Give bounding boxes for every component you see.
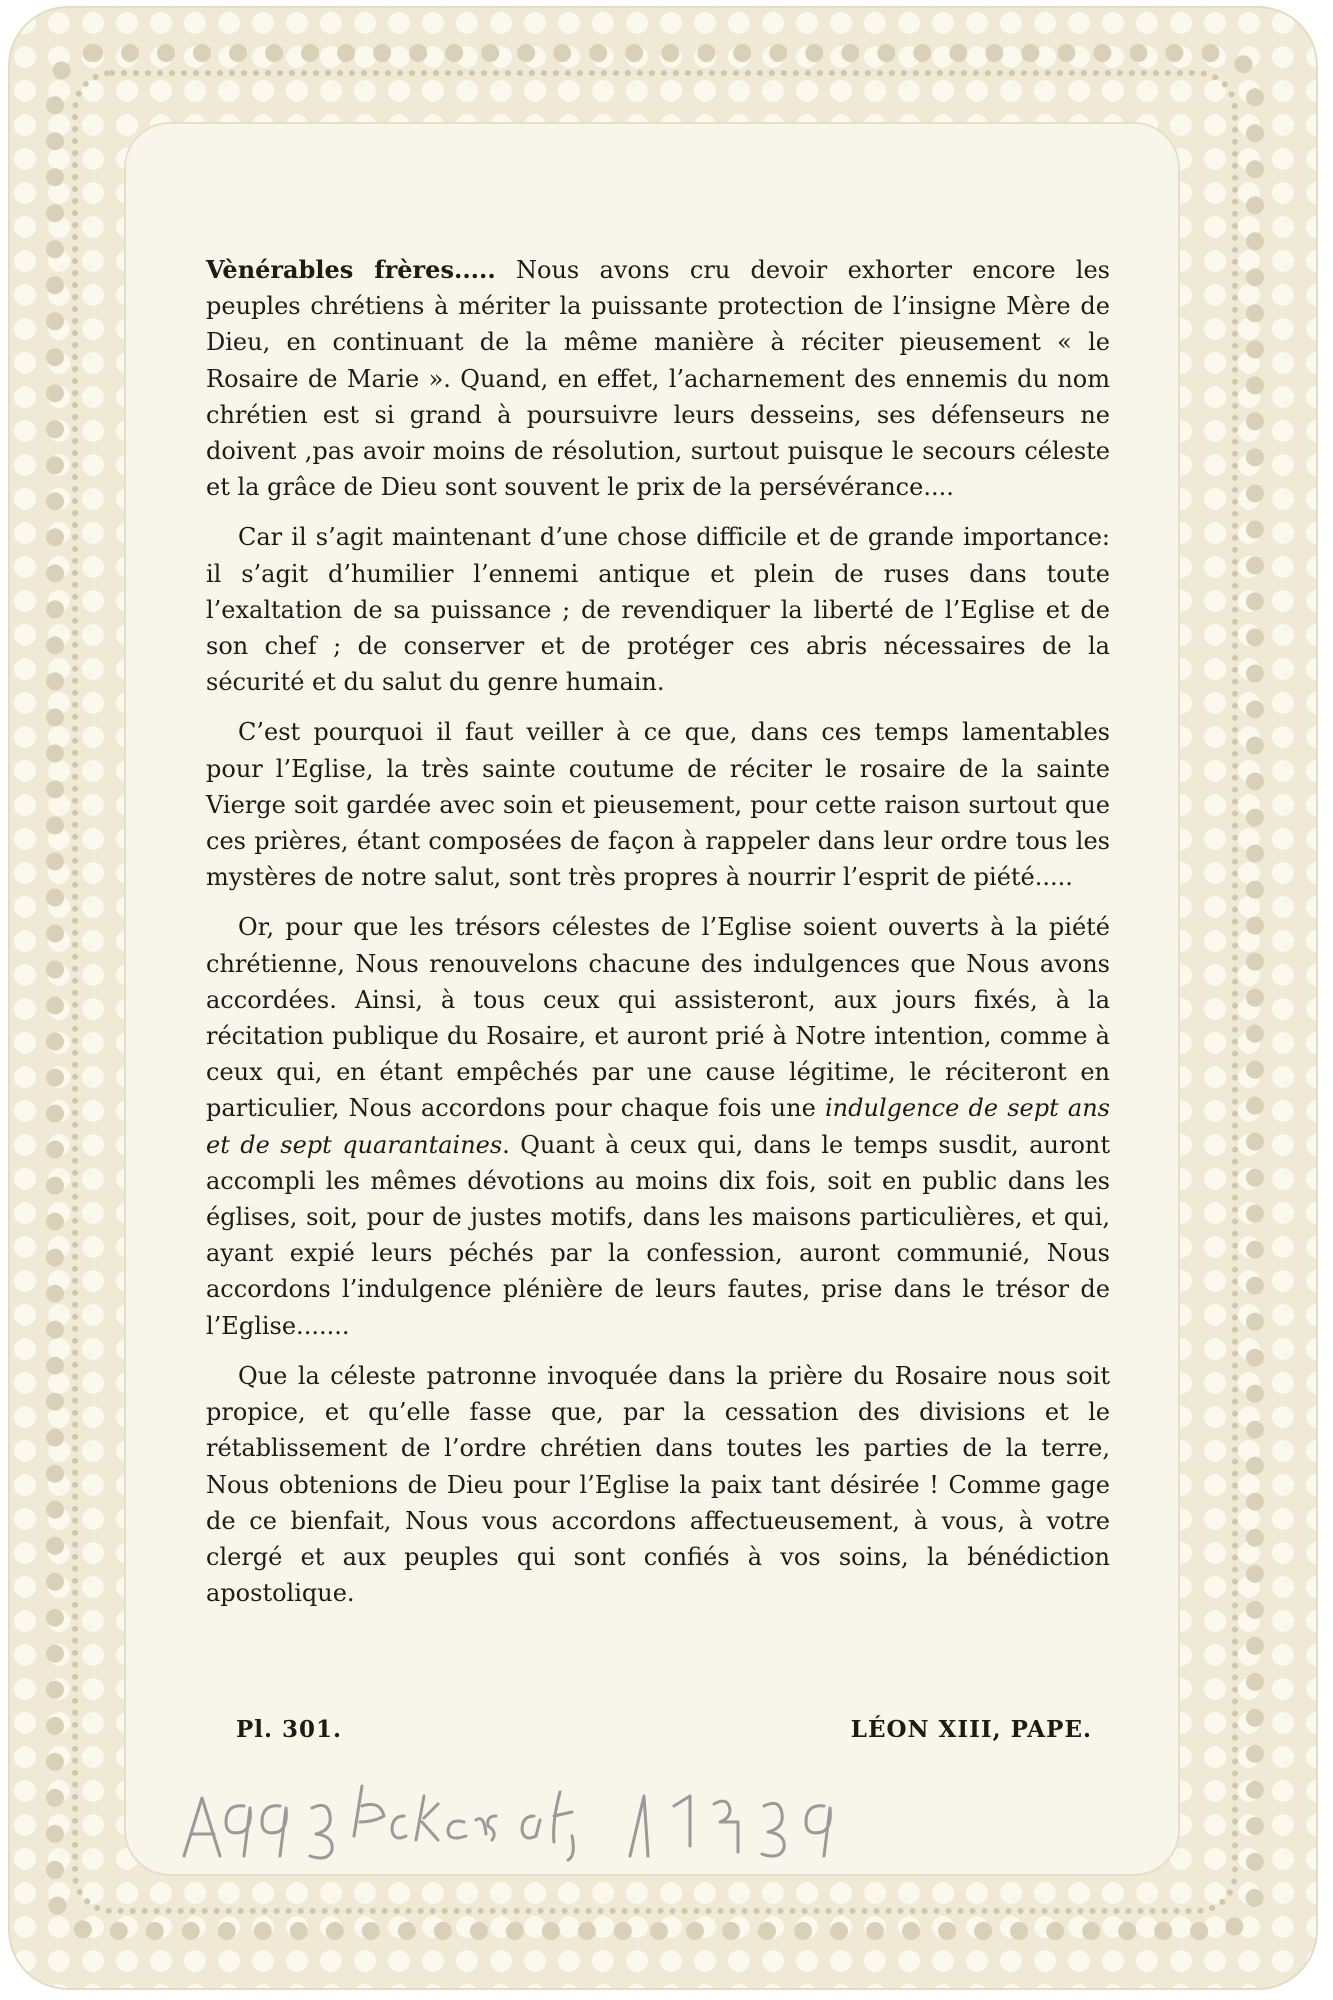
paragraph-3: C’est pourquoi il faut veiller à ce que, dans ces temps lamentables pour l’Eglise, la très sainte coutume de réciter le rosaire de la sainte Vierge soit gardée avec soin et pieusement, pour cette raison surtout que ces prières, étant composées de façon à rappeler dans leur ordre tous les mystères de notre salut, sont très propres à nourrir l’esprit de piété.....: [206, 718, 1110, 892]
encyclical-text: [206, 252, 1110, 1625]
signature: LÉON XIII, PAPE.: [850, 1716, 1092, 1743]
paragraph-4-text-before: Or, pour que les trésors célestes de l’Eglise soient ouverts à la piété chrétienne, Nous renouvelons chacune des indulgences que Nous avons accordées. Ainsi, à tous ceux qui assisteront, aux jours fixés, à la récitation publique du Rosaire, et auront prié à Notre intention, comme à ceux qui, en étant empêchés par une cause légitime, le réciteront en particulier, Nous accordons pour chaque fois une: [206, 913, 1110, 1123]
indulgence-term: indulgence de sept ans et de sept quarantaines: [206, 1094, 1110, 1159]
plate-number: Pl. 301.: [236, 1716, 343, 1743]
handwritten-pencil-note: [174, 1776, 994, 1866]
paragraph-4: [206, 909, 1110, 1343]
paragraph-2: Car il s’agit maintenant d’une chose difficile et de grande importance: il s’agit d’humilier l’ennemi antique et plein de ruses dans toute l’exaltation de sa puissance ; de revendiquer la liberté de l’Eglise et de son chef ; de conserver et de protéger ces abris nécessaires de la sécurité et du salut du genre humain.: [206, 523, 1110, 697]
salutation: Vènérables frères.....: [206, 255, 496, 284]
paragraph-4-text-after: . Quant à ceux qui, dans le temps susdit, auront accompli les mêmes dévotions au moins dix fois, soit en public dans les églises, soit, pour de justes motifs, dans les maisons particulières, et qui, ayant expié leurs péchés par la confession, auront communié, Nous accordons l’indulgence plénière de leurs fautes, prise dans le trésor de l’Eglise.......: [206, 1130, 1110, 1340]
holy-card-panel: [126, 124, 1178, 1874]
paragraph-1: [206, 252, 1110, 505]
paragraph-1-text: Nous avons cru devoir exhorter encore les peuples chrétiens à mériter la puissante protection de l’insigne Mère de Dieu, en continuant de la même manière à réciter pieusement « le Rosaire de Marie ». Quand, en effet, l’acharnement des ennemis du nom chrétien est si grand à poursuivre leurs desseins, ses défenseurs ne doivent ,pas avoir moins de résolution, surtout puisque le secours céleste et la grâce de Dieu sont souvent le prix de la persévérance....: [206, 256, 1110, 502]
paragraph-5: Que la céleste patronne invoquée dans la prière du Rosaire nous soit propice, et qu’elle fasse que, par la cessation des divisions et le rétablissement de l’ordre chrétien dans toutes les parties de la terre, Nous obtenions de Dieu pour l’Eglise la paix tant désirée ! Comme gage de ce bienfait, Nous vous accordons affectueusement, à vous, à votre clergé et aux peuples qui sont confiés à vos soins, la bénédiction apostolique.: [206, 1361, 1110, 1608]
footer-line: [236, 1716, 1092, 1743]
